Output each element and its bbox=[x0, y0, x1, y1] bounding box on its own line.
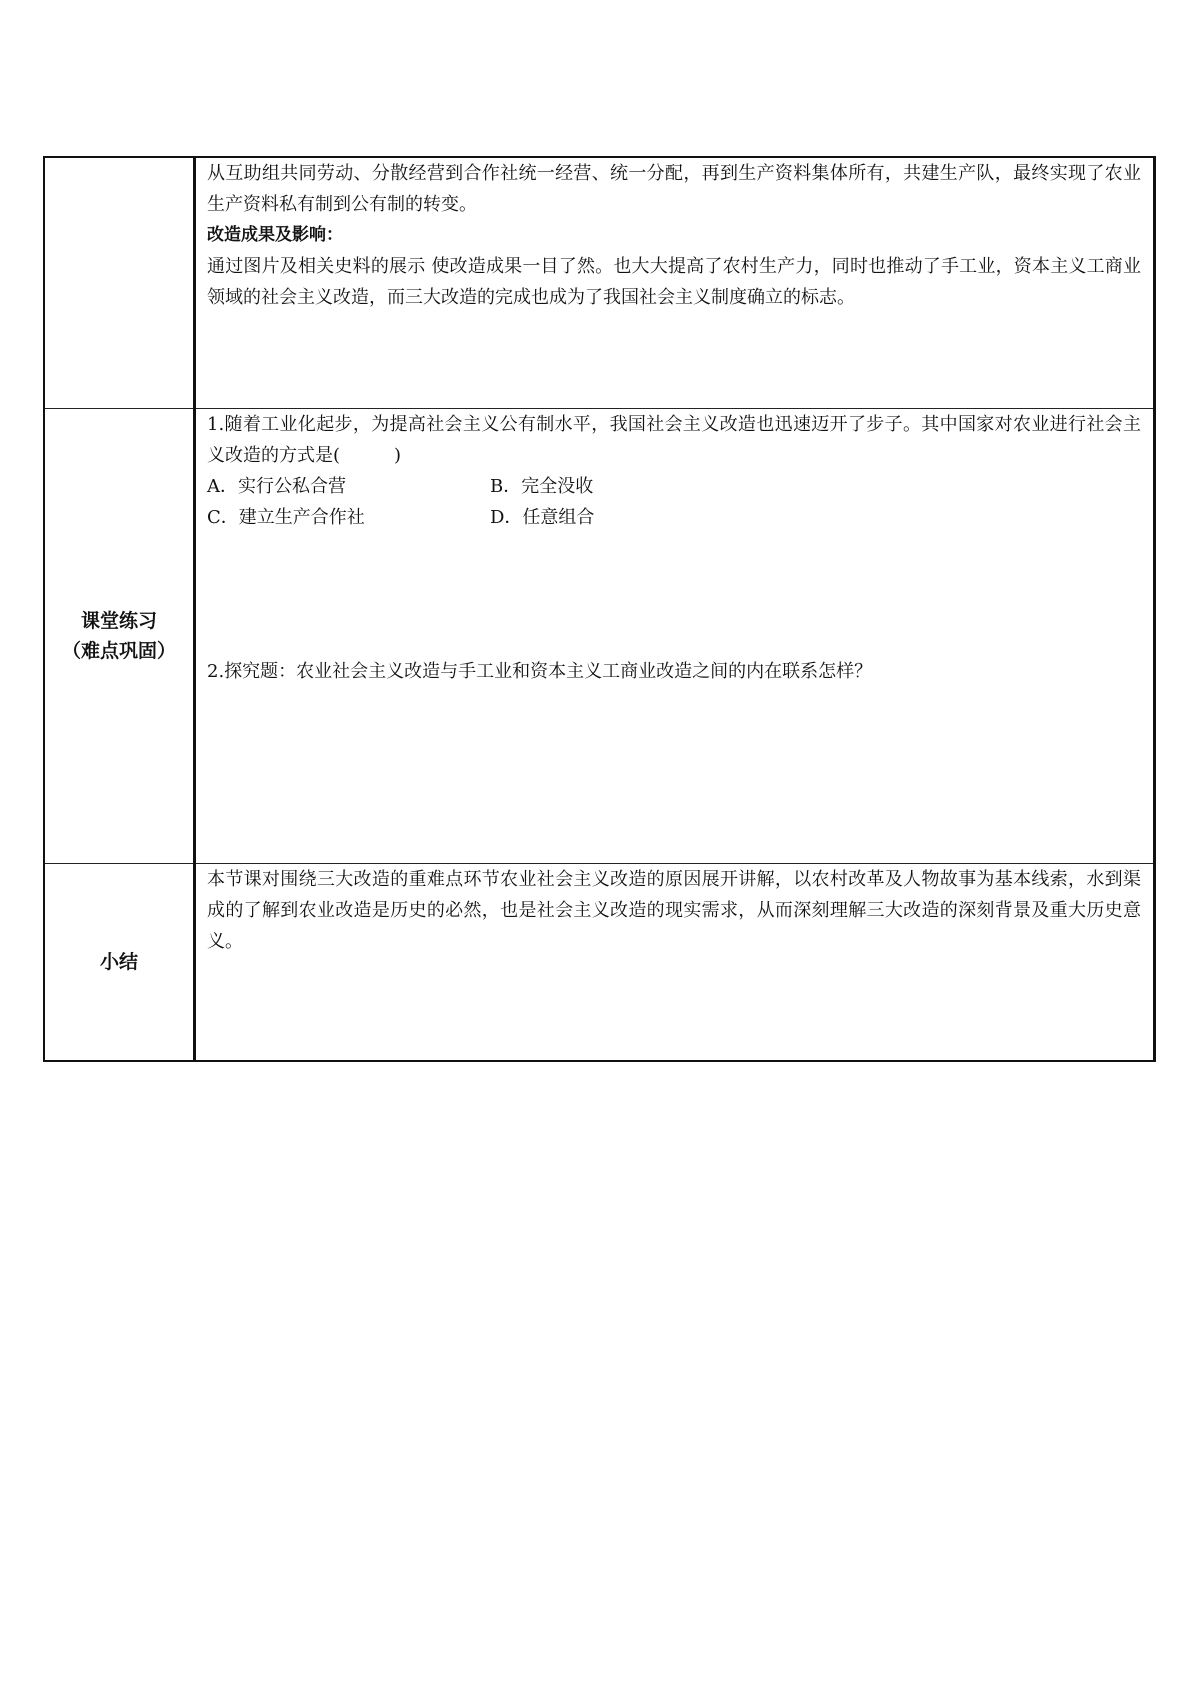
option-c: C．建立生产合作社 bbox=[207, 506, 365, 528]
content-cell-results bbox=[195, 157, 1155, 408]
row-label-exercise bbox=[44, 408, 195, 863]
results-paragraph: 通过图片及相关史料的展示 使改造成果一目了然。也大大提高了农村生产力，同时也推动了手工业，资本主义工商业领域的社会主义改造，而三大改造的完成也成为了我国社会主义制度确立的标志。 bbox=[207, 256, 1141, 308]
section-heading: 改造成果及影响： bbox=[207, 225, 343, 245]
option-a: A．实行公私合营 bbox=[207, 475, 346, 497]
exercise-label-line1: 课堂练习 bbox=[80, 609, 157, 632]
answer-space bbox=[207, 533, 1141, 656]
lesson-table bbox=[43, 156, 1156, 1062]
table-row-exercise bbox=[44, 408, 1155, 863]
intro-paragraph: 从互助组共同劳动、分散经营到合作社统一经营、统一分配，再到生产资料集体所有，共建生产队，最终实现了农业生产资料私有制到公有制的转变。 bbox=[207, 163, 1141, 215]
table-row-results bbox=[44, 157, 1155, 408]
exercise-label-line2: （难点巩固） bbox=[61, 639, 176, 662]
content-cell-exercise bbox=[195, 408, 1155, 863]
content-cell-summary bbox=[195, 863, 1155, 1061]
summary-paragraph: 本节课对围绕三大改造的重难点环节农业社会主义改造的原因展开讲解，以农村改革及人物故事为基本线索，水到渠成的了解到农业改造是历史的必然，也是社会主义改造的现实需求，从而深刻理解三大改造的深刻背景及重大历史意义。 bbox=[207, 868, 1141, 952]
row-label-empty bbox=[44, 157, 195, 408]
question-2: 2.探究题：农业社会主义改造与手工业和资本主义工商业改造之间的内在联系怎样？ bbox=[207, 660, 873, 682]
table-row-summary bbox=[44, 863, 1155, 1061]
question-1: 1.随着工业化起步，为提高社会主义公有制水平，我国社会主义改造也迅速迈开了步子。其中国家对农业进行社会主义改造的方式是( ) bbox=[207, 413, 1141, 466]
option-d: D．任意组合 bbox=[490, 506, 595, 528]
row-label-summary: 小结 bbox=[44, 863, 195, 1061]
options-row-2 bbox=[207, 502, 1141, 533]
option-b: B．完全没收 bbox=[490, 475, 594, 497]
options-row-1 bbox=[207, 471, 1141, 502]
